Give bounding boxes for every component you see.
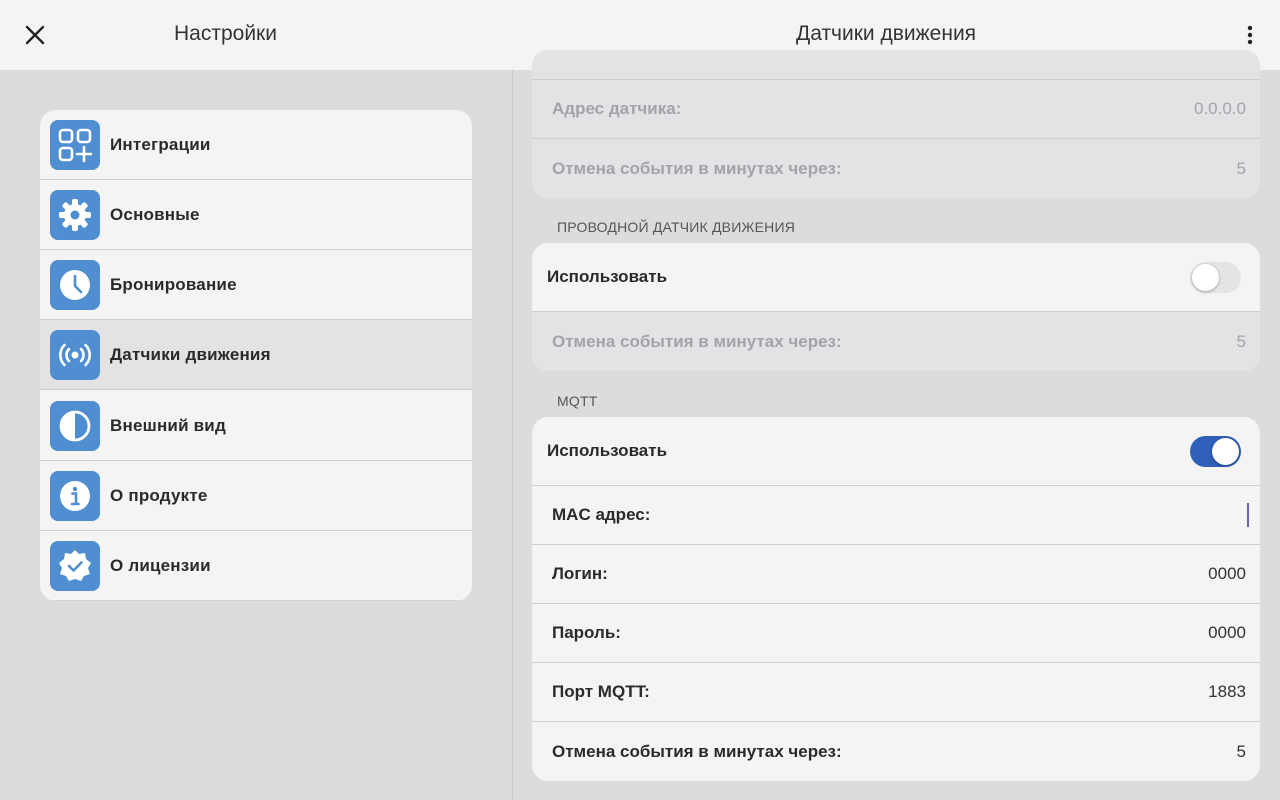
wired-use-label: Использовать — [547, 267, 668, 286]
nav-item-appearance[interactable] — [40, 391, 472, 461]
integrations-icon — [50, 120, 100, 170]
wired-section-title: ПРОВОДНОЙ ДАТЧИК ДВИЖЕНИЯ — [557, 219, 796, 235]
wired-cancel-value: 5 — [1236, 331, 1246, 351]
mac-address-label: MAC адрес: — [552, 505, 651, 524]
pane-divider — [512, 70, 513, 800]
nav-item-general[interactable] — [40, 180, 472, 250]
page-title: Датчики движения — [796, 22, 977, 45]
contrast-icon — [50, 401, 100, 451]
sensor-address-row[interactable] — [532, 80, 1260, 139]
nav-item-motion-sensors[interactable] — [40, 320, 472, 390]
mqtt-section-title: MQTT — [557, 393, 598, 409]
mqtt-use-toggle[interactable] — [1190, 436, 1241, 467]
sensor-address-value: 0.0.0.0 — [1194, 99, 1246, 118]
nav-label-appearance: Внешний вид — [110, 415, 226, 435]
nav-item-about-product[interactable] — [40, 461, 472, 531]
mqtt-port-row[interactable] — [532, 663, 1260, 722]
password-value[interactable]: 0000 — [1208, 623, 1246, 642]
wired-cancel-label: Отмена события в минутах через: — [552, 331, 842, 351]
info-icon — [50, 471, 100, 521]
settings-nav — [40, 110, 472, 601]
sensor-address-label: Адрес датчика: — [552, 99, 682, 118]
mqtt-card — [532, 417, 1260, 781]
login-value[interactable]: 0000 — [1208, 564, 1246, 583]
nav-label-integrations: Интеграции — [110, 134, 211, 154]
wireless-cancel-label: Отмена события в минутах через: — [552, 158, 842, 178]
nav-label-about-license: О лицензии — [110, 555, 211, 575]
wireless-cancel-row[interactable] — [532, 139, 1260, 198]
password-row[interactable] — [532, 604, 1260, 663]
wireless-sensor-card — [532, 50, 1260, 198]
clock-icon — [50, 260, 100, 310]
login-row[interactable] — [532, 545, 1260, 604]
close-button[interactable] — [22, 22, 48, 48]
nav-item-about-license[interactable] — [40, 531, 472, 601]
verified-badge-icon — [50, 541, 100, 591]
mqtt-port-value[interactable]: 1883 — [1208, 682, 1246, 701]
login-label: Логин: — [552, 564, 608, 583]
mqtt-use-label: Использовать — [547, 441, 668, 460]
nav-label-general: Основные — [110, 204, 200, 224]
motion-sensor-icon — [50, 330, 100, 380]
mac-address-row[interactable] — [532, 486, 1260, 545]
wired-cancel-row[interactable] — [532, 312, 1260, 371]
more-menu-button[interactable] — [1240, 22, 1260, 48]
nav-label-about-product: О продукте — [110, 485, 208, 505]
wireless-cancel-value: 5 — [1236, 158, 1246, 178]
text-cursor — [1247, 503, 1249, 527]
mac-address-field[interactable] — [1247, 503, 1249, 527]
settings-title: Настройки — [174, 22, 277, 45]
scrolled-row — [532, 50, 1260, 80]
wired-sensor-card — [532, 243, 1260, 371]
close-icon — [22, 22, 48, 48]
wired-use-toggle[interactable] — [1190, 262, 1241, 293]
nav-label-motion-sensors: Датчики движения — [110, 344, 271, 364]
nav-item-booking[interactable] — [40, 250, 472, 320]
nav-item-integrations[interactable] — [40, 110, 472, 180]
mqtt-port-label: Порт MQTT: — [552, 682, 650, 701]
mqtt-cancel-value[interactable]: 5 — [1236, 741, 1246, 761]
mqtt-cancel-label: Отмена события в минутах через: — [552, 741, 842, 761]
gear-icon — [50, 190, 100, 240]
nav-label-booking: Бронирование — [110, 274, 237, 294]
wired-use-row — [532, 243, 1260, 312]
toggle-knob — [1212, 438, 1239, 465]
password-label: Пароль: — [552, 623, 621, 642]
toggle-knob — [1192, 264, 1219, 291]
mqtt-use-row — [532, 417, 1260, 486]
mqtt-cancel-row[interactable] — [532, 722, 1260, 781]
more-vertical-icon — [1240, 22, 1260, 48]
